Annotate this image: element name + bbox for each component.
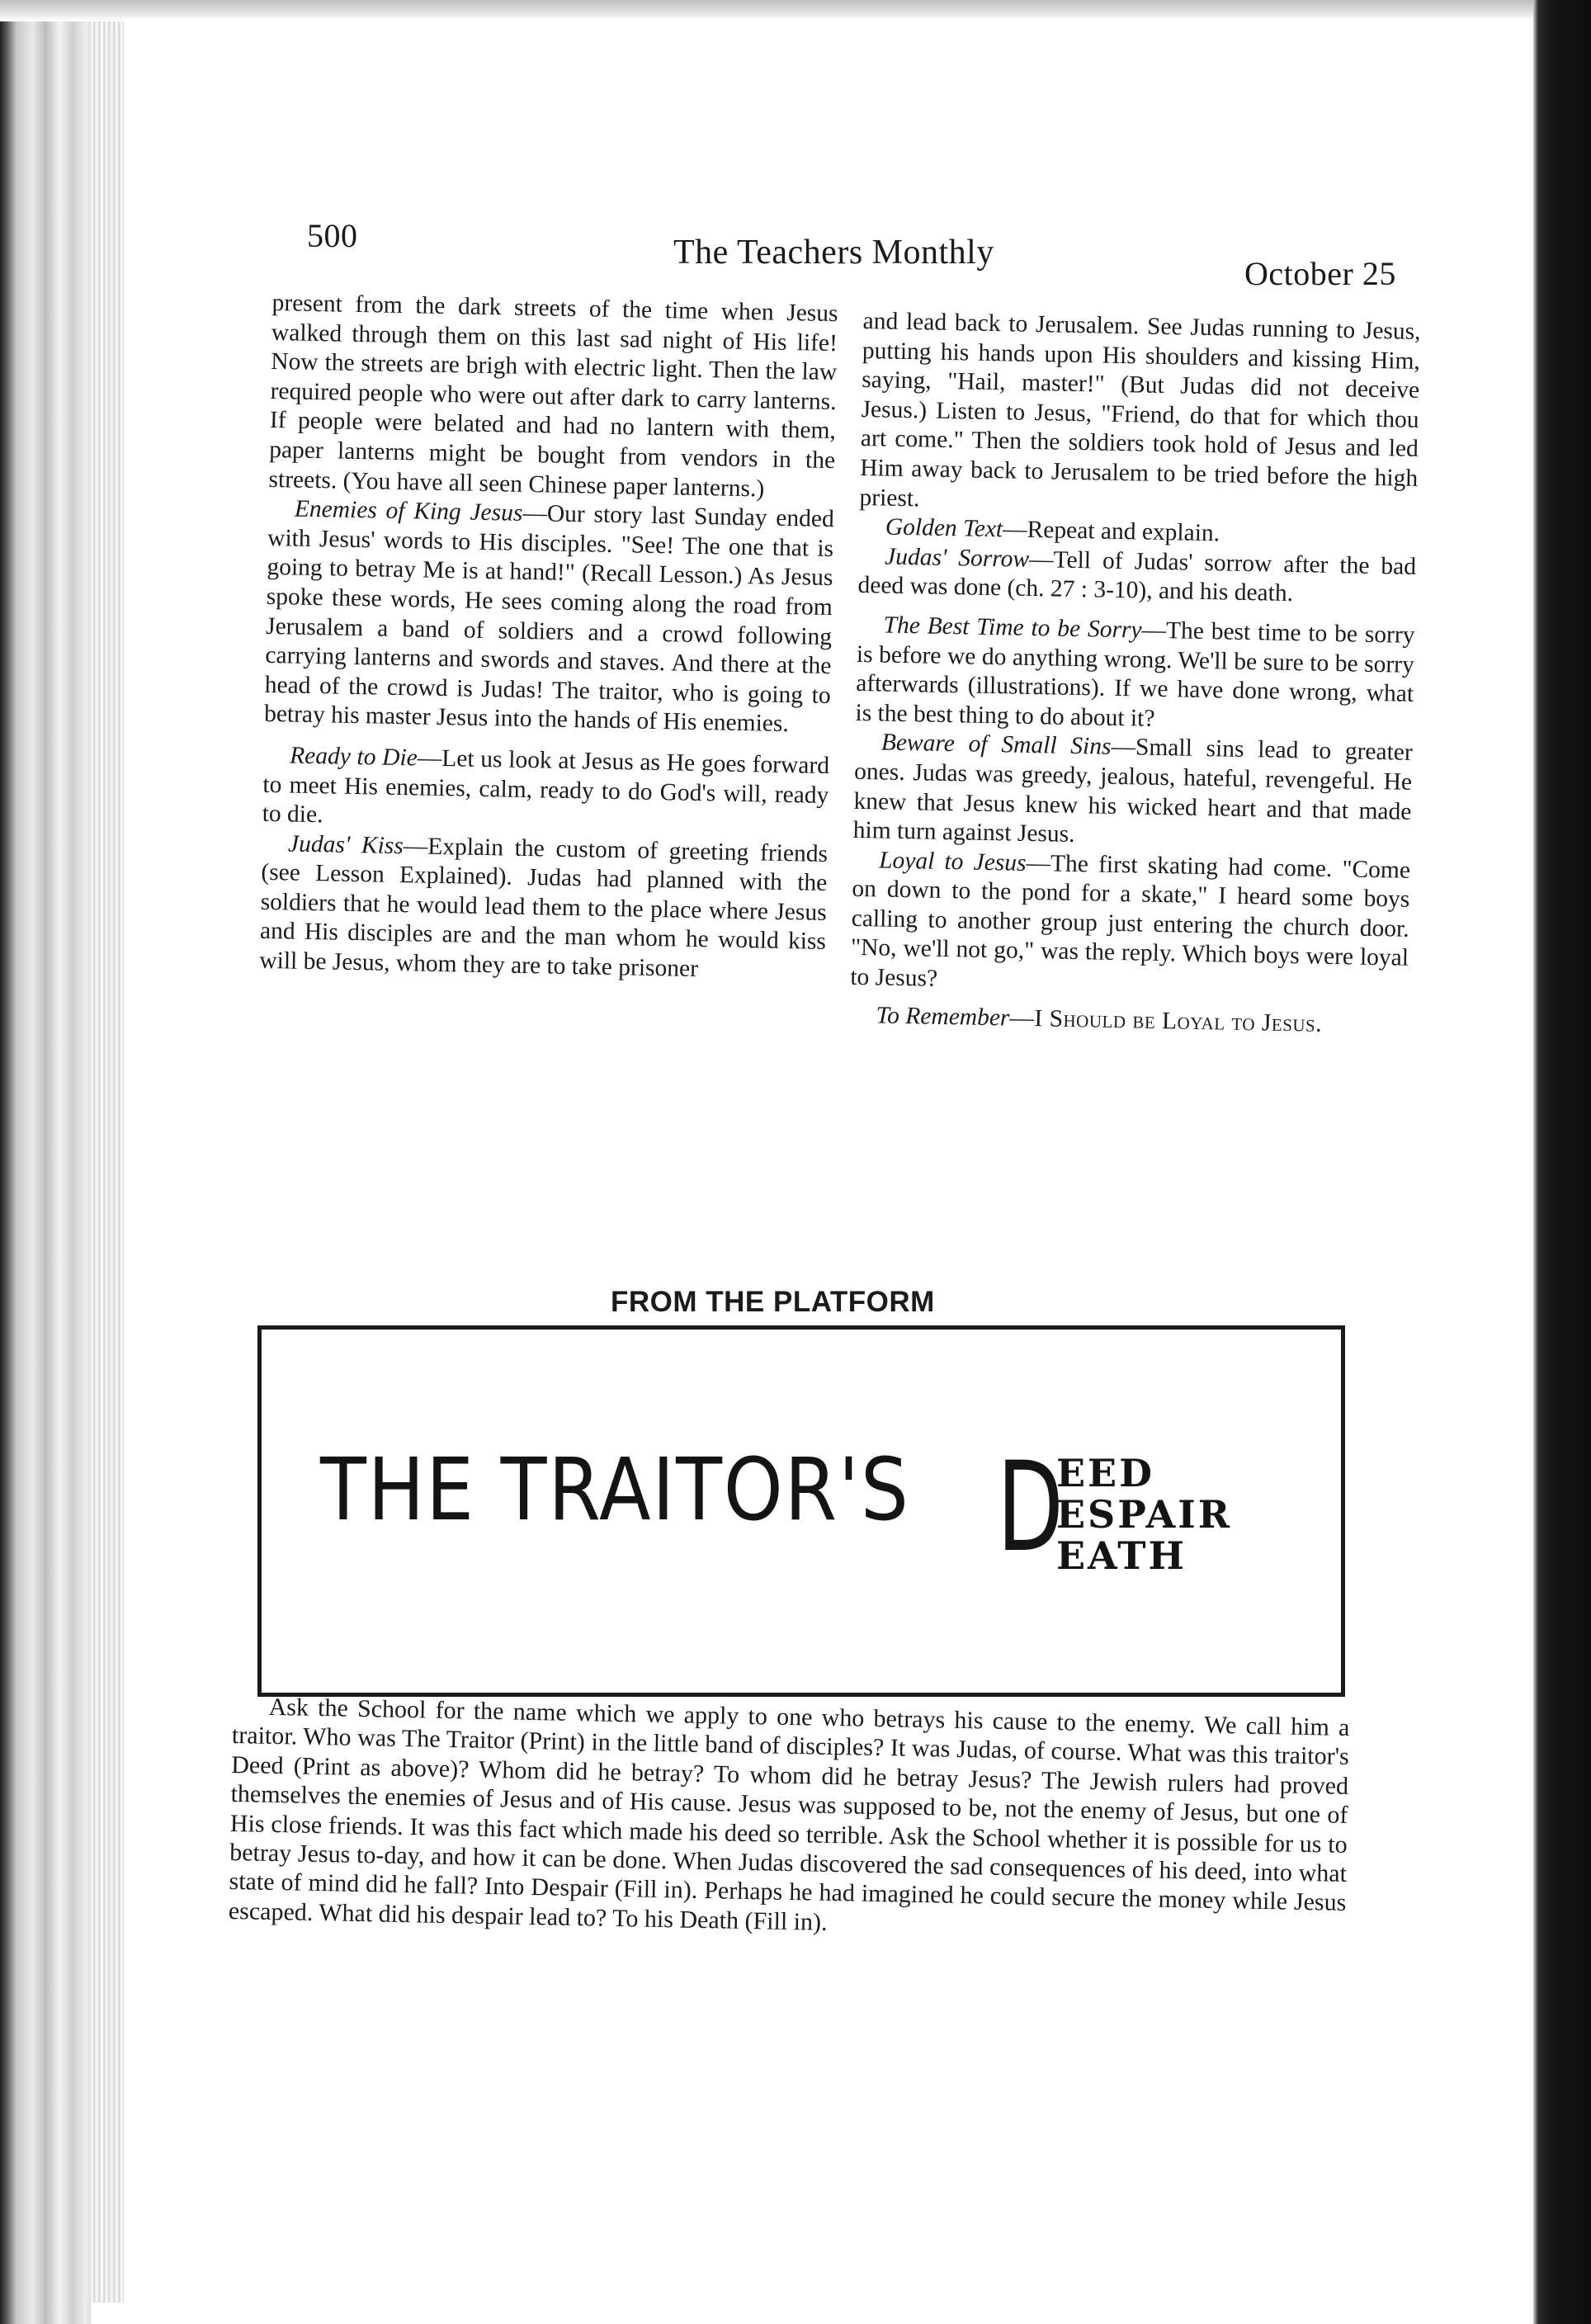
running-title: The Teachers Monthly (673, 234, 994, 272)
section-body: —Repeat and explain. (1002, 516, 1220, 547)
traitor-heading: THE TRAITOR'S (320, 1439, 910, 1540)
issue-date: October 25 (1244, 255, 1396, 292)
right-paragraph (857, 542, 1416, 612)
next-page-edge (1533, 0, 1591, 2324)
section-body: —The best time to be sorry is before we do anything wrong. We'll be sure to be sorry afterwards (illustrations). If we have done wrong, what is the best thing to do about it? (855, 616, 1415, 732)
platform-heading: FROM THE PLATFORM (611, 1286, 935, 1318)
right-paragraph (855, 611, 1415, 739)
word-despair: ESPAIR (1056, 1492, 1232, 1537)
section-heading: Loyal to Jesus (878, 847, 1027, 876)
section-heading: Judas' Sorrow (884, 543, 1030, 573)
platform-instructions (229, 1692, 1350, 1947)
section-body: —Let us look at Jesus as He goes forward to meet His enemies, calm, ready to do God's will, ready to die. (262, 744, 830, 829)
left-paragraph: present from the dark streets of the time when Jesus walked through them on this last sad night of His life! Now the streets are brigh with electric light. Then the law required people who were out after dark to carry lanterns. If people were belated and had no lantern with them, paper lanterns might be bought from vendors in the streets. (You have all seen Chinese paper lanterns.) (268, 289, 838, 503)
right-column (849, 307, 1421, 1041)
word-deed: EED (1056, 1451, 1155, 1495)
section-body: —Tell of Judas' sorrow after the bad deed was done (ch. 27 : 3-10), and his death. (857, 546, 1417, 607)
section-heading: The Best Time to be Sorry (883, 612, 1142, 644)
section-heading: Enemies of King Jesus (294, 495, 523, 527)
page-stack-edge (91, 17, 124, 2303)
left-paragraph (264, 494, 834, 740)
book-binding (0, 0, 91, 2324)
right-paragraph (852, 728, 1413, 856)
page-number: 500 (307, 217, 358, 254)
left-paragraph (262, 741, 829, 840)
section-body: —I Should be Loyal to Jesus. (1009, 1004, 1323, 1037)
section-heading: Ready to Die (289, 742, 418, 772)
left-paragraph (259, 829, 828, 987)
section-heading: Judas' Kiss (287, 830, 404, 859)
section-body: —Our story last Sunday ended with Jesus' words to His disciples. "See! The one that is going to betray Me is at hand!" (Recall Lesson.) As Jesus spoke these words, He sees coming along the road from Jerusalem a band of soldiers and a crowd following carrying lanterns and swords and staves. And there at the head of the crowd is Judas! The traitor, who is going to betray his master Jesus into the hands of His enemies. (263, 500, 835, 738)
section-body: —Explain the custom of greeting friends (see Lesson Explained). Judas had planned with the soldiers that he would lead them to the place where Jesus and His disciples are and the man whom he would kiss will be Jesus, whom they are to take prisoner (259, 832, 829, 983)
left-column (259, 289, 838, 987)
section-body: —The first skating had come. "Come on down to the pond for a skate," I heard some boys calling to another group just entering the church door. "No, we'll not go," was the reply. Which boys were loyal to Jesus? (850, 849, 1411, 992)
section-body: —Small sins lead to greater ones. Judas was greedy, jealous, hateful, revengeful. He knew that Jesus knew his wicked heart and that made him turn against Jesus. (852, 734, 1414, 848)
instruction-paragraph: Ask the School for the name which we apply to one who betrays his cause to the enemy. We call him a traitor. Who was The Traitor (Print) in the little band of disciples? It was Judas, of course. What was this traitor's Deed (Print as above)? Whom did he betray? To whom did he betray Jesus? The Jewish rulers had proved themselves the enemies of Jesus and of His cause. Jesus was supposed to be, not the enemy of Jesus, but one of His close friends. It was this fact which made his deed so terrible. Ask the School whether it is possible for us to betray Jesus to-day, and how it can be done. When Judas discovered the sad consequences of his deed, into what state of mind did he fall? Into Despair (Fill in). Perhaps he had imagined he could secure the money while Jesus escaped. What did his despair lead to? To his Death (Fill in). (228, 1693, 1350, 1936)
right-paragraph (850, 846, 1410, 1004)
shared-initial-d: D (997, 1436, 1064, 1580)
word-death: EATH (1056, 1533, 1187, 1578)
section-heading: To Remember (876, 1002, 1010, 1032)
section-heading: Beware of Small Sins (880, 729, 1112, 761)
right-paragraph: and lead back to Jerusalem. See Judas running to Jesus, putting his hands upon His shoulders and kissing Him, saying, "Hail, master!" (But Judas did not deceive Jesus.) Listen to Jesus, "Friend, do that for which thou art come." Then the soldiers took hold of Jesus and led Him away back to Jerusalem to be tried before the high priest. (859, 307, 1421, 512)
section-heading: Golden Text (885, 513, 1003, 543)
